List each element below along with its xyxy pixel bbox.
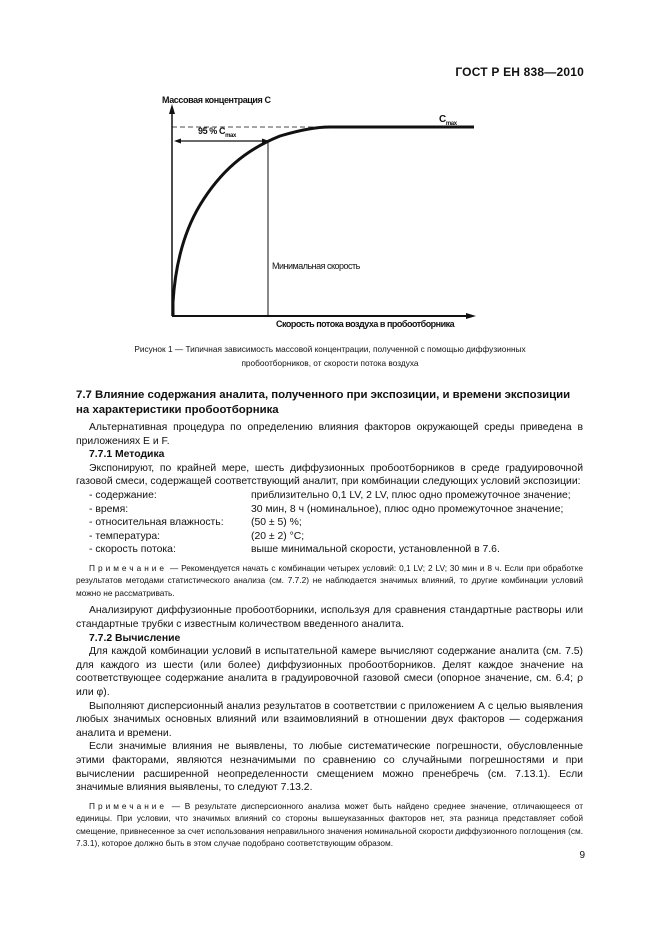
section-7-7-2-para-3: Если значимые влияния не выявлены, то любые систематические погрешности, обусловленные этими факторами, являются незначимыми по сравнению со случайными погрешностями и при вычислении расширенной неопределенности смещением можно пренебречь (см. 7.13.1). Если значимые влияния выявлены, то следуют 7.13.2. <box>76 741 583 794</box>
list-item <box>76 503 583 517</box>
condition-key: - относительная влажность: <box>89 517 224 529</box>
conditions-list <box>76 489 583 557</box>
note-text: — Рекомендуется начать с комбинации четырех условий: 0,1 LV; 2 LV; 30 мин и 8 ч. Если при обработке результатов методами статистического анализа (см. 7.7.2) не наблюдается значимых влияний, то другие комбинации условий можно не рассматривать. <box>76 562 583 598</box>
cmax-label: $C_{max}$ <box>439 114 457 127</box>
condition-value: (20 ± 2) °С; <box>251 530 305 542</box>
condition-value: выше минимальной скорости, установленной в 7.6. <box>251 544 500 556</box>
x-axis-arrow-icon <box>466 313 476 319</box>
document-id-header: ГОСТ Р ЕН 838—2010 <box>455 65 584 79</box>
figure-caption <box>60 342 600 370</box>
list-item <box>76 543 583 557</box>
caption-line-1: Рисунок 1 — Типичная зависимость массовой концентрации, полученной с помощью диффузионных <box>134 344 526 354</box>
condition-key: - содержание: <box>89 489 157 501</box>
condition-value: 30 мин, 8 ч (номинальное), плюс одно промежуточное значение; <box>251 503 564 515</box>
figure-1 <box>0 0 661 340</box>
page-number: 9 <box>579 850 585 861</box>
condition-key: - время: <box>89 503 129 515</box>
note-7-7-1 <box>76 562 583 600</box>
section-7-7-2-heading: 7.7.2 Вычисление <box>89 632 181 644</box>
section-7-7-2-para-2: Выполняют дисперсионный анализ результатов в соответствии с приложением А с целью выявления любых значимых основных влияний или взаимовлияний в отношении двух факторов — содержания аналита и времени. <box>76 700 583 739</box>
section-7-7-1-para-2: Анализируют диффузионные пробоотборники, используя для сравнения стандартные растворы или стандартные трубки с известным количеством введенного аналита. <box>76 605 583 631</box>
section-7-7-1-heading: 7.7.1 Методика <box>89 449 165 461</box>
y-axis-arrow-icon <box>169 104 175 114</box>
min-speed-label: Минимальная скорость <box>272 261 360 271</box>
list-item <box>76 489 583 503</box>
concentration-curve <box>173 127 474 316</box>
section-7-7-heading: 7.7 Влияние содержания аналита, полученного при экспозиции, и времени экспозиции на характеристики пробоотборника <box>76 389 571 416</box>
condition-value: (50 ± 5) %; <box>251 517 302 529</box>
concentration-vs-flow-chart <box>0 0 661 340</box>
note-label: Примечание <box>89 800 168 811</box>
list-item <box>76 530 583 544</box>
list-item <box>76 516 583 530</box>
note-7-7-2 <box>76 800 583 850</box>
condition-key: - скорость потока: <box>89 544 176 556</box>
note-label: Примечание <box>89 562 168 573</box>
caption-line-2: пробоотборников, от скорости потока воздуха <box>241 358 419 368</box>
condition-value: приблизительно 0,1 LV, 2 LV, плюс одно промежуточное значение; <box>251 489 571 501</box>
section-7-7-2-para-1: Для каждой комбинации условий в испытательной камере вычисляют содержание аналита (см. 7.5) для каждого из шести (или более) диффузионных пробоотборников. Делят каждое значение на соответствующее содержание аналита в градуировочной газовой смеси (опорное значение, см. 6.4; ρ или φ). <box>76 646 583 698</box>
note-text: — В результате дисперсионного анализа может быть найдено среднее значение, отличающееся от единицы. При условии, что значимых влияний со стороны вышеуказанных факторов нет, эта разница представляет собой смещение, привнесенное за счет использования неправильного значения номинальной скорости диффузионного поглощения (см. 7.3.1), которое должно быть в этом случае подобрано соответствующим образом. <box>76 800 583 849</box>
arrow-left-icon <box>174 139 181 144</box>
section-7-7-intro: Альтернативная процедура по определению влияния факторов окружающей среды приведена в приложениях E и F. <box>76 422 583 447</box>
section-7-7-1-para-1: Экспонируют, по крайней мере, шесть диффузионных пробоотборников в среде градуировочной газовой смеси, содержащей соответствующий аналит, при комбинации следующих условий экспозиции: <box>76 462 583 488</box>
body-text <box>76 388 583 855</box>
condition-key: - температура: <box>89 530 161 542</box>
95pct-label: 95 % $C_{max}$ <box>198 126 236 139</box>
x-axis-label: Скорость потока воздуха в пробоотборника <box>276 319 455 329</box>
y-axis-label: Массовая концентрация C <box>162 95 271 105</box>
